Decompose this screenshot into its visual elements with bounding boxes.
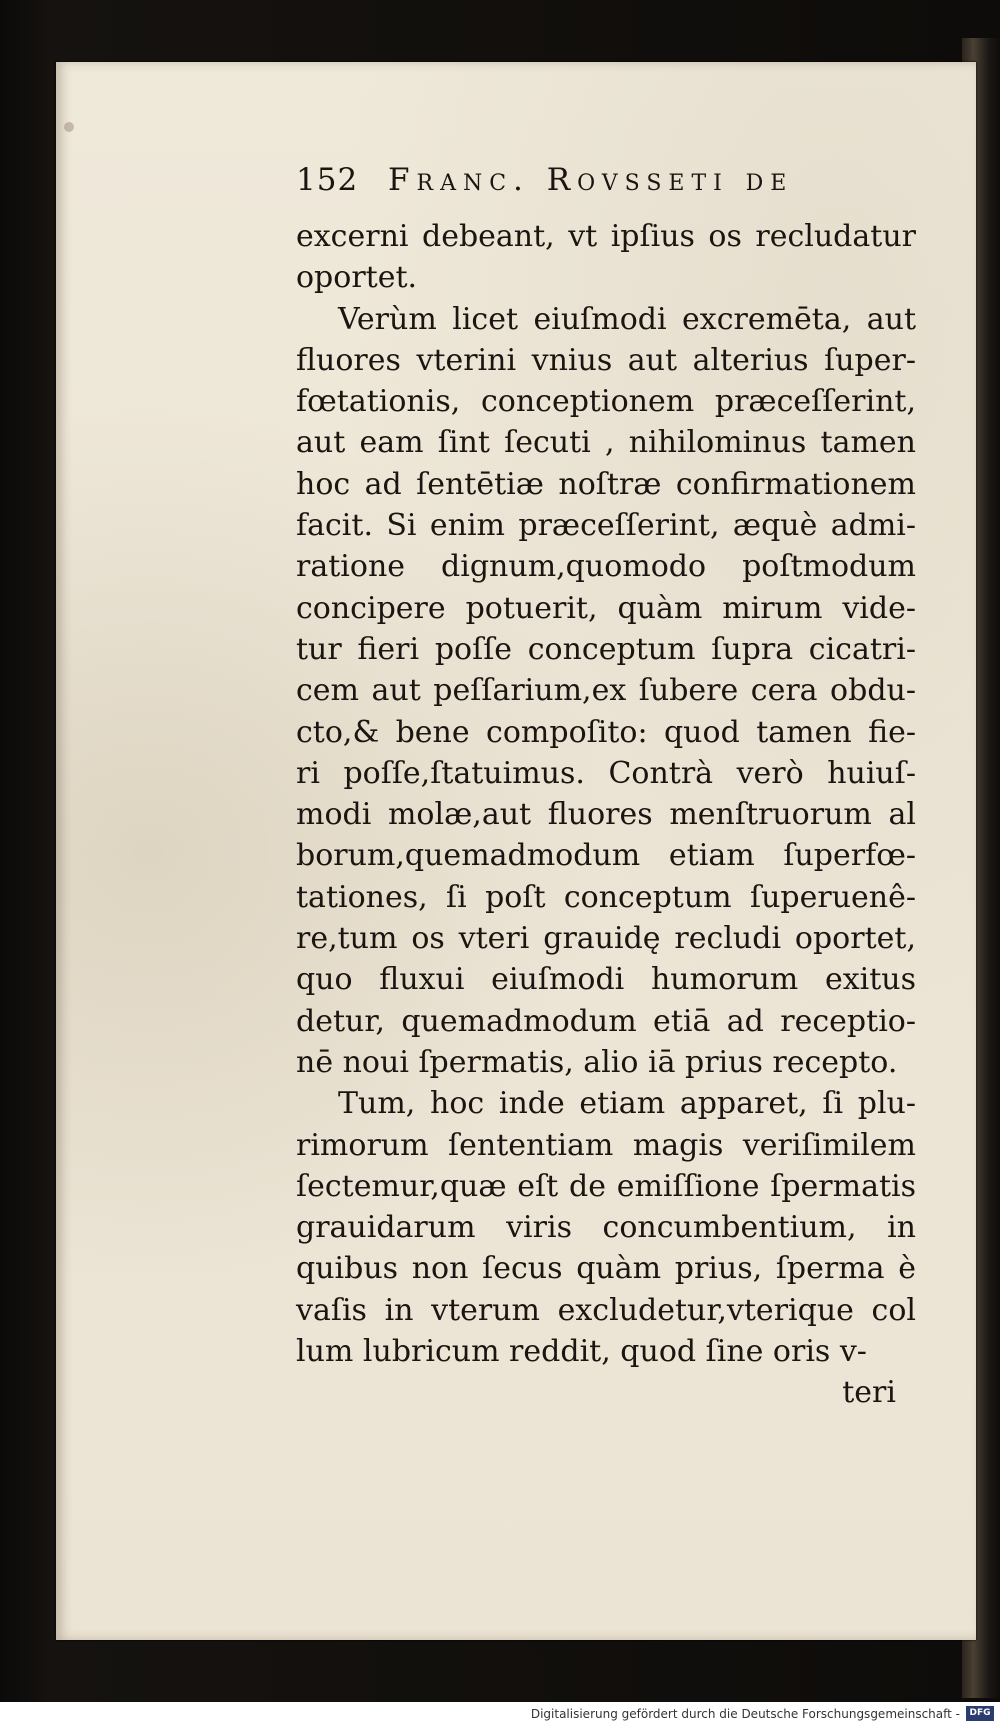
text-line: re,tum os vteri grauidę recludi oportet, — [296, 921, 916, 957]
funding-credit: Digitalisierung gefördert durch die Deutsche Forschungsgemeinschaft - — [530, 1707, 960, 1721]
text-line: tationes, ſi poſt conceptum ſuperuenê- — [296, 879, 916, 915]
text-line: detur, quemadmodum etiā ad receptio- — [296, 1003, 916, 1039]
book-page — [56, 62, 976, 1640]
text-line: modi molæ,aut fluores menſtruorum al — [296, 797, 916, 833]
text-line: ſectemur,quæ eſt de emiſſione ſpermatis — [296, 1168, 916, 1204]
text-line: cto,& bene compoſito: quod tamen fie- — [296, 714, 916, 750]
text-line: nē noui ſpermatis, alio iā prius recepto. — [296, 1044, 898, 1080]
text-line: ratione dignum,quomodo poſtmodum — [296, 549, 916, 585]
text-line: borum,quemadmodum etiam ſuperfœ- — [296, 838, 916, 874]
text-line: Tum, hoc inde etiam apparet, ſi plu- — [338, 1086, 916, 1122]
text-line: hoc ad ſentētiæ noſtræ confirmationem — [296, 466, 916, 502]
text-line: quibus non ſecus quàm prius, ſperma è — [296, 1251, 916, 1287]
digitization-footer — [0, 1702, 1000, 1726]
text-line: grauidarum viris concumbentium, in — [296, 1210, 916, 1246]
text-line: rimorum ſententiam magis veriſimilem — [296, 1127, 916, 1163]
text-line: Verùm licet eiuſmodi excremēta, aut — [338, 301, 916, 337]
text-line: oportet. — [296, 260, 418, 296]
text-line: facit. Si enim præceſſerint, æquè admi- — [296, 508, 916, 544]
text-line: ri poſſe,ſtatuimus. Contrà verò huiuſ- — [296, 755, 916, 791]
catchword: teri — [842, 1375, 896, 1411]
text-line: lum lubricum reddit, quod ſine oris v- — [296, 1334, 867, 1370]
text-line: aut eam ſint ſecuti , nihilominus tamen — [296, 425, 916, 461]
text-block — [296, 162, 916, 1414]
text-line: cem aut peſſarium,ex ſubere cera obdu- — [296, 673, 916, 709]
body-text — [296, 216, 916, 1372]
paper-stain — [64, 122, 74, 132]
dfg-logo: DFG — [966, 1706, 994, 1721]
page-number: 152 — [296, 162, 359, 198]
running-title: Franc. Rovsseti de — [388, 162, 794, 198]
text-line: vaſis in vterum excludetur,vterique col — [296, 1292, 916, 1328]
running-head — [296, 162, 896, 216]
text-line: quo fluxui eiuſmodi humorum exitus — [296, 962, 916, 998]
text-line: fœtationis, conceptionem præceſſerint, — [296, 384, 916, 420]
text-line: excerni debeant, vt ipſius os recludatur — [296, 219, 916, 254]
text-line: fluores vterini vnius aut alterius ſuper- — [296, 342, 916, 378]
text-line: concipere potuerit, quàm mirum vide- — [296, 590, 916, 626]
text-line: tur fieri poſſe conceptum ſupra cicatri- — [296, 631, 916, 667]
